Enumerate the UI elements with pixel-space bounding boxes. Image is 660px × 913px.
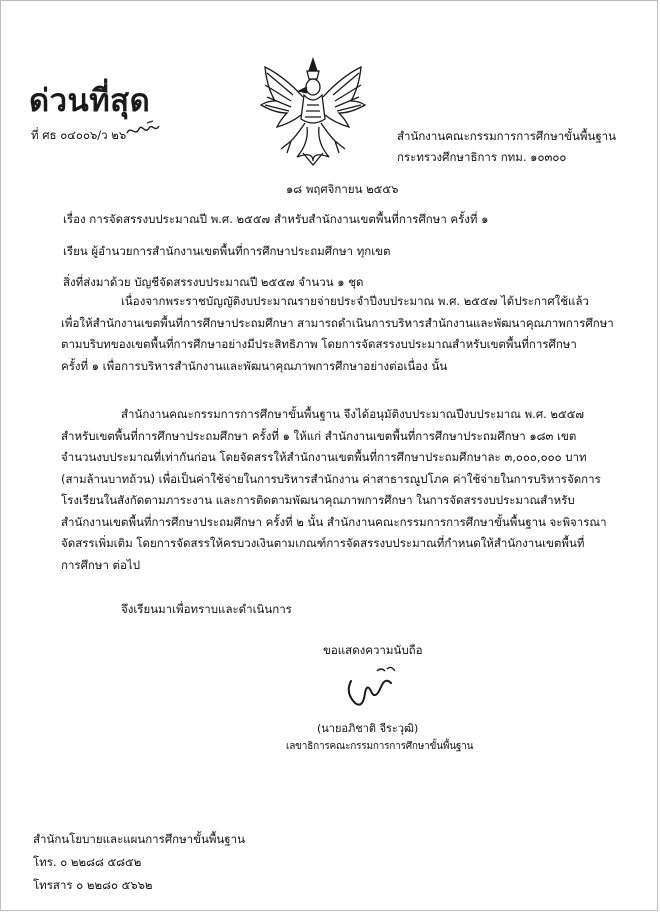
letter-enclosure: สิ่งที่ส่งมาด้วย บัญชีจัดสรรงบประมาณปี ๒๕๕๗ จำนวน ๑ ชุด bbox=[63, 275, 364, 289]
letter-subject: เรื่อง การจัดสรรงบประมาณปี พ.ศ. ๒๕๕๗ สำหรับสำนักงานเขตพื้นที่การศึกษา ครั้งที่ ๑ bbox=[63, 212, 489, 226]
paragraph-line: เพื่อให้สำนักงานเขตพื้นที่การศึกษาประถมศึกษา สามารถดำเนินการบริหารสำนักงานและพัฒนาคุณภาพการศึกษา bbox=[61, 315, 614, 330]
body-paragraph-2 bbox=[61, 404, 621, 576]
paragraph-line: สำนักงานเขตพื้นที่การศึกษาประถมศึกษา ครั้งที่ ๒ นั้น สำนักงานคณะกรรมการการศึกษาขั้นพื้นฐาน จะพิจารณา bbox=[61, 514, 607, 529]
paragraph-line: การศึกษา ต่อไป bbox=[61, 557, 141, 572]
footer-phone: โทร. ๐ ๒๒๘๘ ๕๘๕๒ bbox=[33, 855, 142, 869]
closing-request: จึงเรียนมาเพื่อทราบและดำเนินการ bbox=[121, 602, 292, 616]
letter-date: ๑๘ พฤศจิกายน ๒๕๕๖ bbox=[286, 182, 399, 196]
complimentary-close: ขอแสดงความนับถือ bbox=[323, 643, 423, 657]
handwritten-signature bbox=[341, 663, 411, 713]
paragraph-line: จำนวนงบประมาณที่เท่ากันก่อน โดยจัดสรรให้สำนักงานเขตพื้นที่การศึกษาประถมศึกษาละ ๓,๐๐๐,๐๐๐ บาท bbox=[61, 450, 587, 464]
paragraph-line: (สามล้านบาทถ้วน) เพื่อเป็นค่าใช้จ่ายในการบริหารสำนักงาน ค่าสาธารณูปโภค ค่าใช้จ่ายในการบริหารจัดการ bbox=[61, 471, 601, 486]
body-paragraph-1 bbox=[61, 291, 621, 377]
footer-unit: สำนักนโยบายและแผนการศึกษาขั้นพื้นฐาน bbox=[33, 832, 245, 846]
issuing-office-address: กระทรวงศึกษาธิการ กทม. ๑๐๓๐๐ bbox=[397, 150, 567, 164]
paragraph-line: สำนักงานคณะกรรมการการศึกษาขั้นพื้นฐาน จึงได้อนุมัติงบประมาณปีงบประมาณ พ.ศ. ๒๕๕๗ bbox=[121, 407, 585, 421]
garuda-emblem-icon bbox=[257, 57, 369, 167]
urgency-heading: ด่วนที่สุด bbox=[29, 83, 151, 119]
paragraph-line: ตามบริบทของเขตพื้นที่การศึกษาอย่างมีประสิทธิภาพ โดยการจัดสรรงบประมาณสำหรับเขตพื้นที่การศึกษา bbox=[61, 337, 577, 351]
reference-number: ที่ ศธ ๐๔๐๐๖/ว ๒๖ bbox=[31, 128, 127, 142]
handwritten-ref-mark bbox=[123, 119, 163, 141]
paragraph-line: จัดสรรเพิ่มเติม โดยการจัดสรรให้ครบวงเงินตามเกณฑ์การจัดสรรงบประมาณที่กำหนดให้สำนักงานเขตพื้นที่ bbox=[61, 536, 585, 550]
paragraph-line: โรงเรียนในสังกัดตามภาระงาน และการติดตามพัฒนาคุณภาพการศึกษา ในการจัดสรรงบประมาณสำหรับ bbox=[61, 493, 575, 507]
signer-name: (นายอภิชาติ จีระวุฒิ) bbox=[317, 722, 419, 735]
paragraph-line: ครั้งที่ ๑ เพื่อการบริหารสำนักงานและพัฒนาคุณภาพการศึกษาอย่างต่อเนื่อง นั้น bbox=[61, 358, 448, 373]
letter-recipient: เรียน ผู้อำนวยการสำนักงานเขตพื้นที่การศึกษาประถมศึกษา ทุกเขต bbox=[63, 244, 391, 258]
signer-position: เลขาธิการคณะกรรมการการศึกษาขั้นพื้นฐาน bbox=[286, 741, 474, 752]
issuing-office: สำนักงานคณะกรรมการการศึกษาขั้นพื้นฐาน bbox=[397, 129, 616, 143]
footer-fax: โทรสาร ๐ ๒๒๘๐ ๕๖๖๒ bbox=[33, 878, 153, 892]
paragraph-line: สำหรับเขตพื้นที่การศึกษาประถมศึกษา ครั้งที่ ๑ ให้แก่ สำนักงานเขตพื้นที่การศึกษาประถมศึกษา ๑๘๓ เขต bbox=[61, 428, 577, 443]
paragraph-line: เนื่องจากพระราชบัญญัติงบประมาณรายจ่ายประจำปีงบประมาณ พ.ศ. ๒๕๕๗ ได้ประกาศใช้แล้ว bbox=[121, 294, 589, 308]
